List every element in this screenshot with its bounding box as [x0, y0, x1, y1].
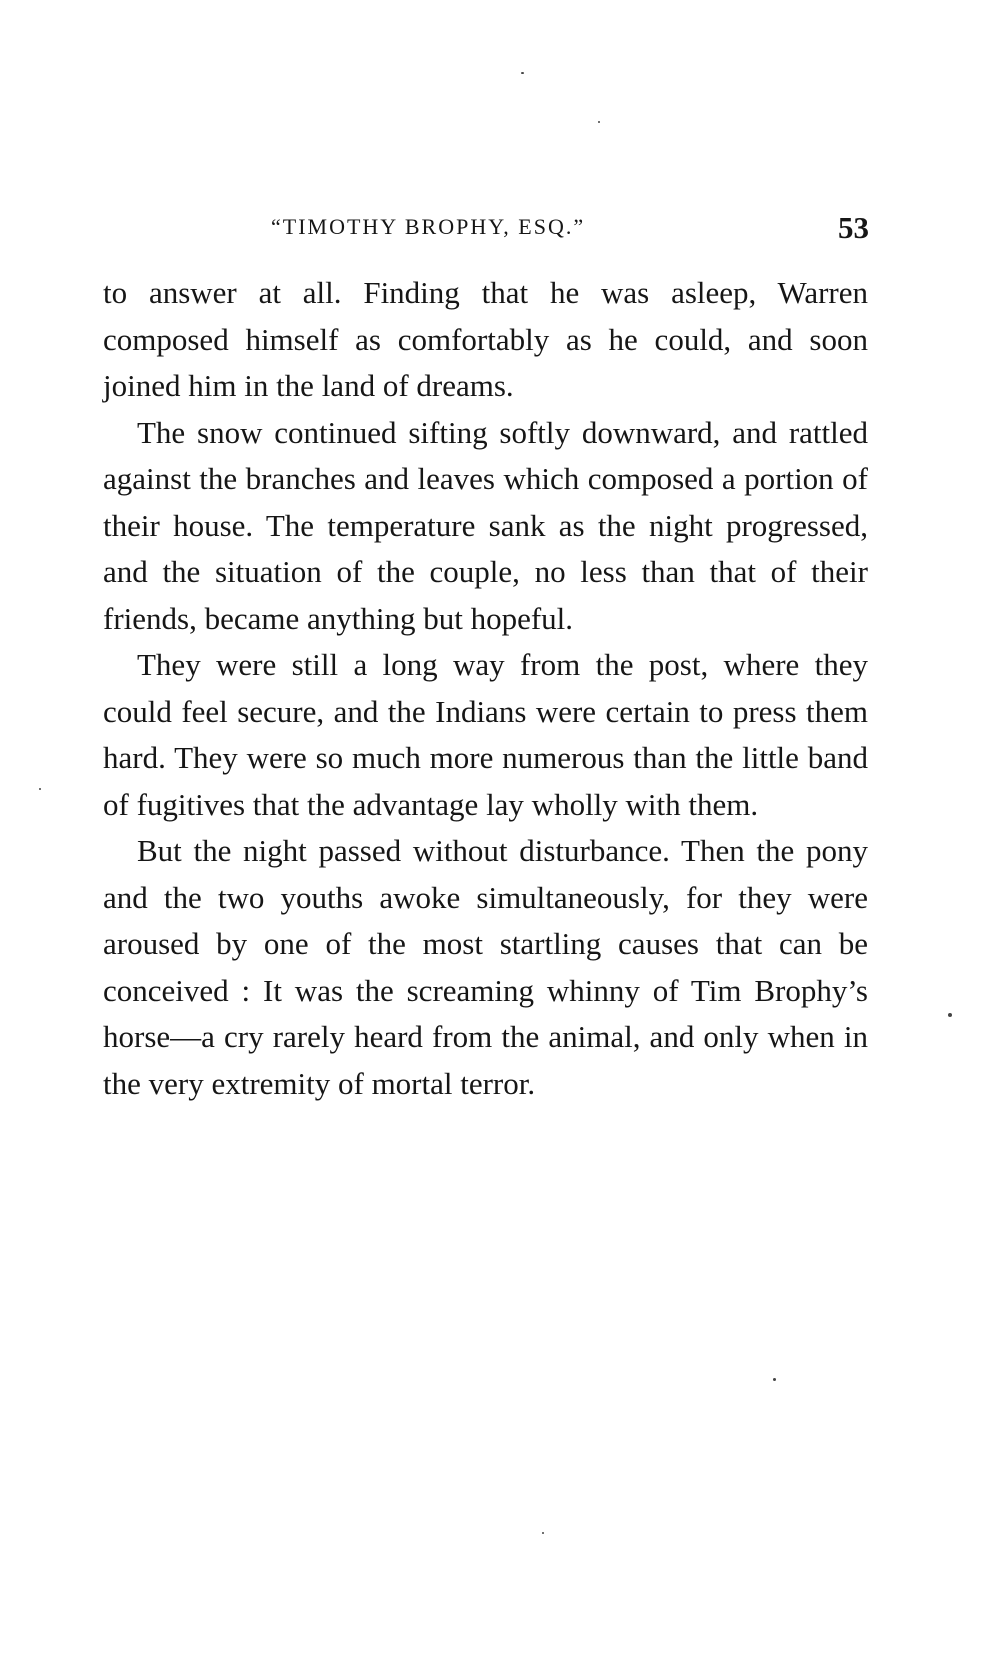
paragraph-continued: to answer at all. Finding that he was asleep, Warren composed himself as comfortably as he could, and soon joined him in the land of dreams.	[103, 275, 868, 403]
scan-speck	[521, 72, 524, 74]
scan-speck	[39, 788, 41, 790]
scan-speck	[948, 1013, 952, 1017]
scan-speck	[773, 1378, 776, 1381]
page-number: 53	[838, 210, 869, 245]
scan-speck	[542, 1532, 544, 1534]
scan-speck	[598, 121, 600, 123]
paragraph: But the night passed without disturbance. Then the pony and the two youths awoke simultaneously, for they were aroused by one of the most startling causes that can be conceived : It was the screaming whinny of Tim Brophy’s horse—a cry rarely heard from the animal, and only when in the very extremity of mortal terror.	[103, 833, 868, 1101]
running-head	[103, 210, 869, 254]
paragraph: The snow continued sifting softly downward, and rattled against the branches and leaves which composed a portion of their house. The temperature sank as the night progressed, and the situation of the couple, no less than that of their friends, became anything but hopeful.	[103, 414, 868, 636]
running-title: “TIMOTHY BROPHY, ESQ.”	[271, 214, 586, 239]
paragraph: They were still a long way from the post, where they could feel secure, and the Indians were certain to press them hard. They were so much more numerous than the little band of fugitives that the advantage lay wholly with them.	[103, 647, 868, 822]
body-text	[103, 270, 868, 1107]
